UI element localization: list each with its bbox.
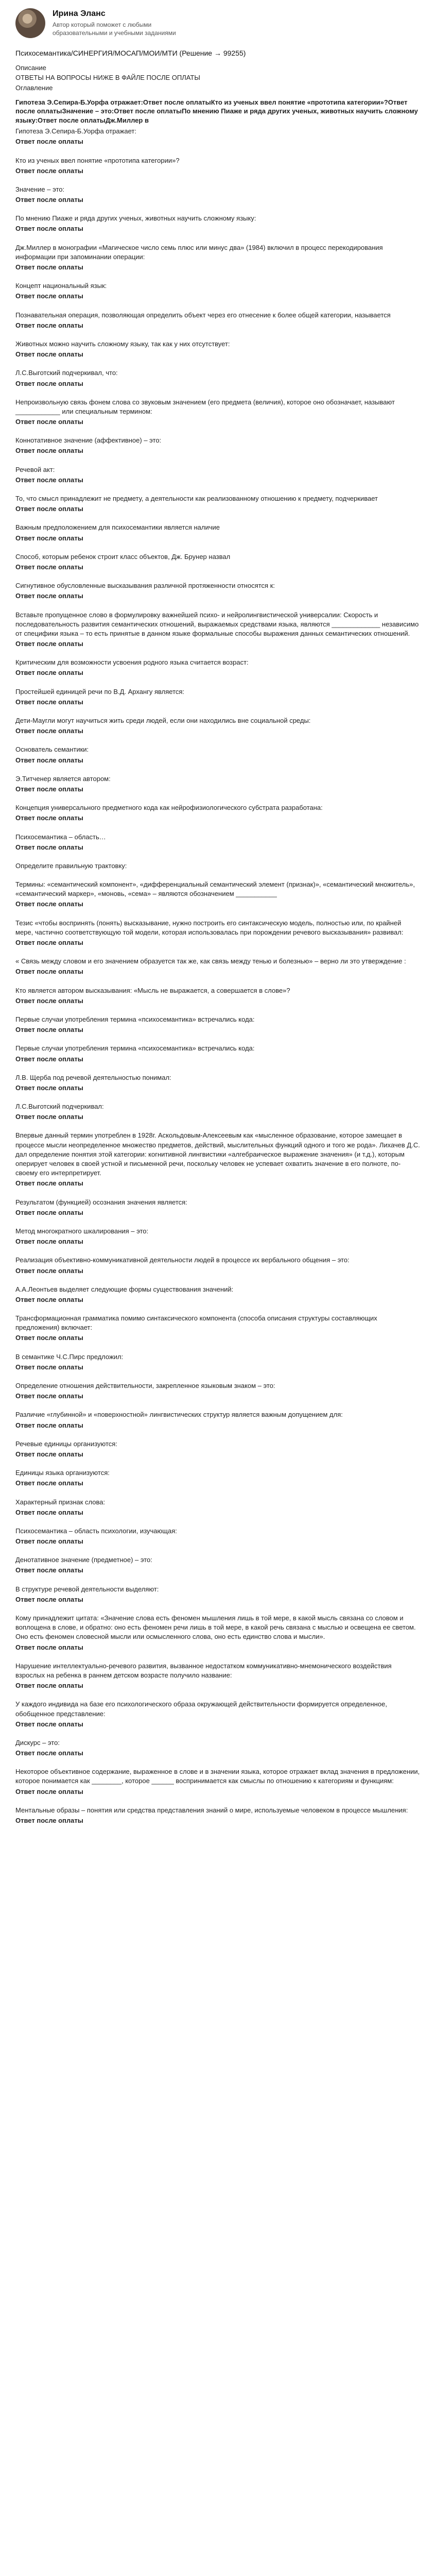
answer-locked: Ответ после оплаты xyxy=(15,1266,83,1275)
answer-locked: Ответ после оплаты xyxy=(15,1537,83,1546)
answer-locked: Ответ после оплаты xyxy=(15,1055,83,1063)
qa-item xyxy=(15,1256,421,1275)
question-text: В структуре речевой деятельности выделяют: xyxy=(15,1585,159,1593)
question-text: Кто из ученых ввел понятие «прототипа категории»? xyxy=(15,156,180,164)
qa-item xyxy=(15,1555,421,1575)
question-text: Кто является автором высказывания: «Мысль не выражается, а совершается в слове»? xyxy=(15,986,290,994)
qa-item xyxy=(15,281,421,301)
qa-item xyxy=(15,1314,421,1343)
question-text: Реализация объективно-коммуникативной деятельности людей в процессе их вербального общения – это: xyxy=(15,1256,350,1264)
answer-locked: Ответ после оплаты xyxy=(15,263,83,272)
question-text: Сигнутивное обусловленные высказывания различной протяженности относятся к: xyxy=(15,582,275,590)
answer-locked: Ответ после оплаты xyxy=(15,843,83,851)
qa-item xyxy=(15,1700,421,1729)
question-text: Простейшей единицей речи по В.Д. Архангу является: xyxy=(15,687,185,696)
question-text: Речевые единицы организуются: xyxy=(15,1439,117,1448)
question-text: То, что смысл принадлежит не предмету, а деятельности как реализованному отношению к предмету, подчеркивает xyxy=(15,495,378,503)
qa-item xyxy=(15,1738,421,1758)
question-text: Тезис «чтобы воспринять (понять) высказывание, нужно построить его синтаксическую модель, полностью или, по крайней мере, частично соответствующую той модели, которая использовалась при порождении речевого высказывания» развивал: xyxy=(15,919,404,936)
answer-locked: Ответ после оплаты xyxy=(15,900,83,908)
page-title: Психосемантика/СИНЕРГИЯ/МОСАП/МОИ/МТИ (Решение → 99255) xyxy=(15,49,246,57)
answer-locked: Ответ после оплаты xyxy=(15,321,83,329)
question-text: Познавательная операция, позволяющая определить объект через его отнесение к более общей категории, называется xyxy=(15,311,391,319)
qa-item xyxy=(15,368,421,388)
qa-item xyxy=(15,1285,421,1304)
qa-item xyxy=(15,523,421,543)
question-text: Ментальные образы – понятия или средства представления знаний о мире, используемые человеком в процессе мышления: xyxy=(15,1806,408,1814)
qa-item xyxy=(15,1614,421,1652)
answer-locked: Ответ после оплаты xyxy=(15,756,83,764)
author-description: Автор который поможет с любыми образовательными и учебными заданиями xyxy=(53,21,176,37)
qa-item xyxy=(15,611,421,649)
qa-list xyxy=(15,127,421,1825)
question-text: Л.С.Выготский подчеркивал, что: xyxy=(15,369,118,377)
qa-item xyxy=(15,311,421,330)
question-text: Психосемантика – область… xyxy=(15,833,106,841)
answer-locked: Ответ после оплаты xyxy=(15,1392,83,1400)
qa-item xyxy=(15,340,421,359)
question-text: Дж.Миллер в монографии «Магическое число семь плюс или минус два» (1984) включил в процесс перекодирования информации при запоминании операции: xyxy=(15,243,383,261)
answer-locked: Ответ после оплаты xyxy=(15,476,83,484)
answer-locked: Ответ после оплаты xyxy=(15,225,83,233)
question-text: Кому принадлежит цитата: «Значение слова есть феномен мышления лишь в той мере, в какой мысль связана со словом и воплощена в слове, и обратно: оно есть феномен речи лишь в той мере, в какой речь связана с мыслью и освещена ее светом. Оно есть феномен словесной мысли или осмысленного слова, оно есть единство слова и мысли». xyxy=(15,1614,416,1641)
qa-item xyxy=(15,1381,421,1401)
answer-locked: Ответ после оплаты xyxy=(15,996,83,1005)
question-text: Метод многократного шкалирования – это: xyxy=(15,1227,149,1235)
question-text: Впервые данный термин употреблен в 1928г. Аскольдовым-Алексеевым как «мысленное образование, которое замещает в процессе мысли неопределенное множество предметов, действий, мыслительных функций одного и того же рода». Лихачев Д.С. дал определение понятия этой категории: когнитивной лингвистики «алгебраическое выражение значения» (и т.д.), которым оперирует человек в своей устной и письменной речи, поскольку человек не успевает охватить значение в его полноте, по-своему его интерпретирует. xyxy=(15,1131,420,1177)
question-text: Л.С.Выготский подчеркивал: xyxy=(15,1103,104,1111)
answer-locked: Ответ после оплаты xyxy=(15,418,83,426)
question-text: В семантике Ч.С.Пирс предложил: xyxy=(15,1352,124,1361)
answer-locked: Ответ после оплаты xyxy=(15,563,83,571)
question-text: Концепт национальный язык: xyxy=(15,282,107,290)
answer-locked: Ответ после оплаты xyxy=(15,1026,83,1034)
question-text: Концепция универсального предметного кода как нейрофизиологического субстрата разработана: xyxy=(15,804,323,812)
question-text: Гипотеза Э.Сепира-Б.Уорфа отражает: xyxy=(15,127,136,135)
qa-item xyxy=(15,1498,421,1517)
answers-note: ОТВЕТЫ НА ВОПРОСЫ НИЖЕ В ФАЙЛЕ ПОСЛЕ ОПЛАТЫ xyxy=(15,74,200,82)
qa-item xyxy=(15,986,421,1006)
qa-item xyxy=(15,1102,421,1122)
answer-locked: Ответ после оплаты xyxy=(15,1682,83,1690)
question-text: Характерный признак слова: xyxy=(15,1498,106,1506)
question-text: Психосемантика – область психологии, изучающая: xyxy=(15,1527,177,1535)
question-text: « Связь между словом и его значением образуется так же, как связь между тенью и болезнью» – верно ли это утверждение : xyxy=(15,957,406,965)
answer-locked: Ответ после оплаты xyxy=(15,1643,83,1651)
answer-locked: Ответ после оплаты xyxy=(15,968,83,976)
author-name[interactable]: Ирина Эланс xyxy=(53,9,106,18)
answer-locked: Ответ после оплаты xyxy=(15,1238,83,1246)
answer-locked: Ответ после оплаты xyxy=(15,1295,83,1303)
answer-locked: Ответ после оплаты xyxy=(15,1595,83,1603)
qa-item xyxy=(15,214,421,233)
qa-item xyxy=(15,1227,421,1246)
qa-item xyxy=(15,1044,421,1063)
qa-item xyxy=(15,774,421,794)
question-text: Единицы языка организуются: xyxy=(15,1469,110,1477)
answer-locked: Ответ после оплаты xyxy=(15,727,83,735)
question-text: Непроизвольную связь фонем слова со звуковым значением (его предмета (величия), которое оно обозначает, называют ____________ или специальным термином: xyxy=(15,398,395,415)
answer-locked: Ответ после оплаты xyxy=(15,939,83,947)
answer-locked: Ответ после оплаты xyxy=(15,1566,83,1574)
question-text: А.А.Леонтьев выделяет следующие формы существования значений: xyxy=(15,1285,234,1293)
qa-item xyxy=(15,1585,421,1604)
qa-item xyxy=(15,957,421,976)
question-text: Определите правильную трактовку: xyxy=(15,861,127,870)
question-text: Некоторое объективное содержание, выраженное в слове и в значении языка, которое отражает вклад значения в предложении, которое понимается как ________, которое ______ воспринимается как смыслы по отношению к категориям и функциям: xyxy=(15,1768,420,1785)
answer-locked: Ответ после оплаты xyxy=(15,166,83,175)
qa-item xyxy=(15,1662,421,1691)
qa-item xyxy=(15,687,421,707)
question-text: Л.В. Щерба под речевой деятельностью понимал: xyxy=(15,1073,171,1081)
question-text: Трансформационная грамматика помимо синтаксического компонента (способа описания структуры составляющих предложения) включает: xyxy=(15,1314,377,1332)
question-text: Дискурс – это: xyxy=(15,1738,60,1747)
question-text: Важным предположением для психосемантики является наличие xyxy=(15,523,220,532)
answer-locked: Ответ после оплаты xyxy=(15,505,83,513)
answer-locked: Ответ после оплаты xyxy=(15,138,83,146)
qa-item xyxy=(15,185,421,205)
answer-locked: Ответ после оплаты xyxy=(15,1720,83,1728)
qa-item xyxy=(15,658,421,677)
question-text: Значение – это: xyxy=(15,185,65,193)
answer-locked: Ответ после оплаты xyxy=(15,1113,83,1121)
answer-locked: Ответ после оплаты xyxy=(15,698,83,706)
qa-item xyxy=(15,436,421,455)
question-text: Способ, которым ребенок строит класс объектов, Дж. Брунер назвал xyxy=(15,552,231,561)
question-text: У каждого индивида на базе его психологического образа окружающей действительности формируется определенное, обобщенное представление: xyxy=(15,1700,387,1718)
answer-locked: Ответ после оплаты xyxy=(15,1421,83,1429)
description-label: Описание xyxy=(15,63,46,72)
qa-item xyxy=(15,1468,421,1488)
qa-item xyxy=(15,1527,421,1546)
qa-item xyxy=(15,581,421,601)
qa-item xyxy=(15,465,421,485)
author-info xyxy=(53,8,186,37)
qa-item xyxy=(15,1198,421,1217)
answer-locked: Ответ после оплаты xyxy=(15,1363,83,1371)
qa-item xyxy=(15,1767,421,1797)
answer-locked: Ответ после оплаты xyxy=(15,669,83,677)
qa-item xyxy=(15,716,421,736)
qa-item xyxy=(15,494,421,514)
answer-locked: Ответ после оплаты xyxy=(15,1479,83,1487)
question-text: Термины: «семантический компонент», «дифференциальный семантический элемент (признак)», «семантический множитель», «семантический маркер», «моновь, «сема» – являются обозначением ___________ xyxy=(15,880,415,898)
qa-item xyxy=(15,127,421,146)
question-text: Результатом (функцией) осознания значения является: xyxy=(15,1198,187,1206)
question-text: Определение отношения действительности, закрепленное языковым знаком – это: xyxy=(15,1382,275,1390)
qa-item xyxy=(15,243,421,273)
qa-item xyxy=(15,156,421,176)
qa-item xyxy=(15,1131,421,1188)
qa-item xyxy=(15,1806,421,1825)
avatar[interactable] xyxy=(15,8,45,38)
answer-locked: Ответ после оплаты xyxy=(15,1817,83,1825)
answer-locked: Ответ после оплаты xyxy=(15,1508,83,1516)
answer-locked: Ответ после оплаты xyxy=(15,1179,83,1188)
qa-item xyxy=(15,1073,421,1093)
question-text: Речевой акт: xyxy=(15,465,55,473)
qa-item xyxy=(15,745,421,765)
qa-item xyxy=(15,880,421,909)
question-text: Денотативное значение (предметное) – это: xyxy=(15,1556,152,1564)
question-text: Вставьте пропущенное слово в формулировку важнейшей психо- и нейролингвистической универсалии: Скорость и последовательность развития семантических отношений, выражаемых средствами языка, являются _____________ независимо от специфики языка – то есть принятые в данном языке формальные способы выражения данных семантических отношений. xyxy=(15,611,419,637)
answer-locked: Ответ после оплаты xyxy=(15,1208,83,1216)
answer-locked: Ответ после оплаты xyxy=(15,1083,83,1092)
question-text: Различие «глубинной» и «поверхностной» лингвистических структур является важным допущением для: xyxy=(15,1411,343,1419)
answer-locked: Ответ после оплаты xyxy=(15,1450,83,1458)
qa-item xyxy=(15,398,421,427)
qa-item xyxy=(15,861,421,871)
question-text: Коннотативное значение (аффективное) – это: xyxy=(15,436,162,445)
qa-item xyxy=(15,552,421,572)
qa-item xyxy=(15,1015,421,1035)
qa-item xyxy=(15,919,421,948)
answer-locked: Ответ после оплаты xyxy=(15,1749,83,1757)
answer-locked: Ответ после оплаты xyxy=(15,814,83,822)
question-text: Основатель семантики: xyxy=(15,745,89,754)
question-text: Критическим для возможности усвоения родного языка считается возраст: xyxy=(15,658,249,667)
qa-item xyxy=(15,803,421,823)
question-text: Э.Титченер является автором: xyxy=(15,774,111,783)
qa-item xyxy=(15,833,421,852)
question-text: Первые случаи употребления термина «психосемантика» встречались кода: xyxy=(15,1015,255,1023)
toc-content: Гипотеза Э.Сепира-Б.Уорфа отражает:Ответ после оплатыКто из ученых ввел понятие «прототипа категории»?Ответ после оплатыЗначение – это:Ответ после оплатыПо мнению Пиаже и ряда других ученых, животных научить сложному языку:Ответ после оплатыДж.Миллер в xyxy=(15,98,418,124)
answer-locked: Ответ после оплаты xyxy=(15,379,83,387)
question-text: По мнению Пиаже и ряда других ученых, животных научить сложному языку: xyxy=(15,214,256,223)
author-card[interactable] xyxy=(15,8,421,38)
answer-locked: Ответ после оплаты xyxy=(15,534,83,542)
qa-item xyxy=(15,1439,421,1459)
answer-locked: Ответ после оплаты xyxy=(15,447,83,455)
question-text: Дети-Маугли могут научиться жить среди людей, если они находились вне социальной среды: xyxy=(15,717,311,725)
question-text: Первые случаи употребления термина «психосемантика» встречались кода: xyxy=(15,1044,255,1053)
answer-locked: Ответ после оплаты xyxy=(15,196,83,204)
qa-item xyxy=(15,1352,421,1372)
answer-locked: Ответ после оплаты xyxy=(15,640,83,648)
question-text: Нарушение интеллектуально-речевого развития, вызванное недостатком коммуникативно-мнемонического воздействия взрослых на ребенка в раннем детском возрасте получило название: xyxy=(15,1662,392,1679)
qa-item xyxy=(15,1410,421,1430)
answer-locked: Ответ после оплаты xyxy=(15,292,83,300)
answer-locked: Ответ после оплаты xyxy=(15,592,83,600)
question-text: Животных можно научить сложному языку, так как у них отсутствует: xyxy=(15,340,230,348)
toc-label: Оглавление xyxy=(15,83,53,92)
answer-locked: Ответ после оплаты xyxy=(15,1334,83,1342)
answer-locked: Ответ после оплаты xyxy=(15,350,83,359)
answer-locked: Ответ после оплаты xyxy=(15,785,83,793)
answer-locked: Ответ после оплаты xyxy=(15,1787,83,1795)
